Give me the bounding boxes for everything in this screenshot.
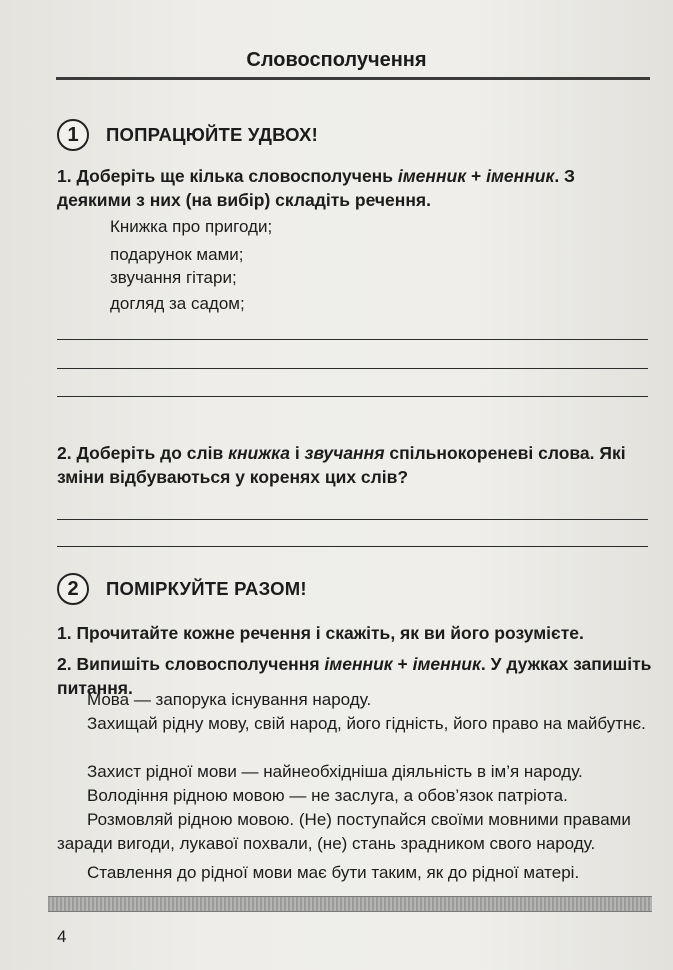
example-phrase: догляд за садом;	[110, 294, 245, 313]
task-text: +	[392, 654, 413, 674]
task-text: . З деякими з них (на вибір) складіть речення.	[57, 166, 576, 210]
sentence: Мова — запорука існування народу.	[87, 690, 372, 709]
sentence: Ставлення до рідної мови має бути таким, як до рідної матері.	[87, 863, 580, 882]
answer-line	[57, 339, 648, 340]
task-text: спільнокореневі слова. Які зміни відбуваються у коренях цих слів?	[57, 443, 626, 487]
page-number: 4	[57, 927, 67, 946]
task-1-instruction: 1. Прочитайте кожне речення і скажіть, як ви його розумієте.	[57, 623, 584, 643]
example-phrase: звучання гітари;	[110, 268, 237, 287]
answer-line	[57, 396, 648, 397]
answer-line	[57, 519, 648, 520]
section-number-badge: 2	[57, 573, 89, 605]
task-1-instruction	[57, 164, 653, 212]
task-text: 1. Доберіть ще кілька словосполучень	[57, 166, 398, 186]
footer-bar	[48, 896, 652, 912]
sentence: Розмовляй рідною мовою. (Не) поступайся своїми мовними правами заради вигоди, лукавої похвали, (не) стань зрадником свого народу.	[57, 810, 631, 853]
sentence: Захист рідної мови — найнеобхідніша діяльність в ім’я народу.	[87, 762, 583, 781]
sentence: Захищай рідну мову, свій народ, його гідність, його право на майбутнє.	[87, 714, 646, 733]
section-number-badge: 1	[57, 119, 89, 151]
task-emphasis: іменник	[397, 166, 467, 186]
task-emphasis: звучання	[304, 443, 385, 463]
task-2-instruction	[57, 441, 653, 489]
task-emphasis: іменник	[486, 166, 555, 186]
task-text: 2. Доберіть до слів	[57, 443, 229, 463]
task-emphasis: іменник	[324, 654, 393, 674]
example-phrase: подарунок мами;	[110, 245, 244, 264]
answer-line	[57, 546, 648, 547]
task-text: . У дужках запишіть питання.	[57, 654, 652, 698]
example-phrase: Книжка про пригоди;	[110, 217, 273, 236]
section-1-header	[57, 119, 318, 151]
title-rule	[56, 77, 650, 80]
section-heading: ПОПРАЦЮЙТЕ УДВОХ!	[106, 124, 318, 145]
section-heading: ПОМІРКУЙТЕ РАЗОМ!	[106, 578, 307, 599]
answer-line	[57, 368, 648, 369]
section-2-header	[57, 573, 307, 605]
task-emphasis: книжка	[228, 443, 290, 463]
task-text: і	[289, 443, 305, 463]
page-title: Словосполучення	[246, 49, 427, 71]
task-emphasis: іменник	[412, 654, 481, 674]
sentence: Володіння рідною мовою — не заслуга, а обов’язок патріота.	[87, 786, 568, 805]
task-text: 2. Випишіть словосполучення	[57, 654, 325, 674]
task-text: +	[466, 166, 487, 186]
